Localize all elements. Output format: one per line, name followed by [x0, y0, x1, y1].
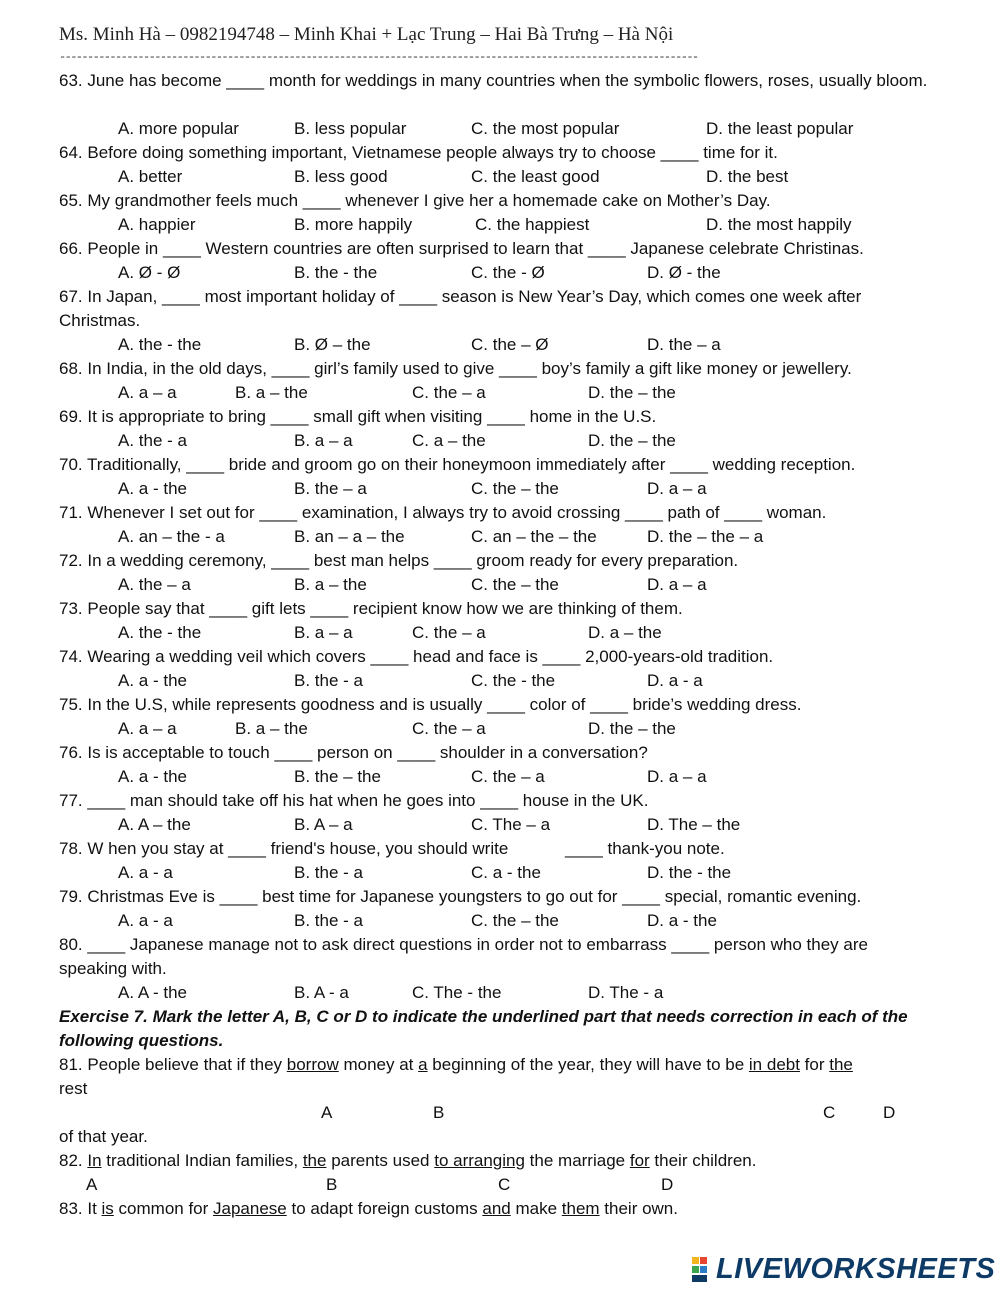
option-c[interactable]: C. the – a: [471, 767, 545, 786]
q82-text-5: their children.: [649, 1151, 757, 1170]
option-c[interactable]: C. the – the: [471, 479, 559, 498]
q81-underline-a[interactable]: borrow: [286, 1055, 339, 1074]
options-74: [0, 669, 1000, 693]
option-d[interactable]: D. The – the: [647, 815, 741, 834]
question-68: 68. In India, in the old days, ____ girl’s family used to give ____ boy’s family a gift like money or jewellery.: [59, 359, 852, 378]
options-73: [0, 621, 1000, 645]
options-66: [0, 261, 1000, 285]
liveworksheets-footer[interactable]: [692, 1253, 996, 1287]
option-a[interactable]: A. happier: [118, 215, 196, 234]
option-a[interactable]: A. the - the: [118, 623, 202, 642]
option-c[interactable]: C. The – a: [471, 815, 551, 834]
q82-underline-a[interactable]: In: [87, 1151, 102, 1170]
question-67: 67. In Japan, ____ most important holiday of ____ season is New Year’s Day, which comes one week after Christmas.: [59, 287, 862, 330]
option-b[interactable]: B. less popular: [294, 119, 407, 138]
q82-letters: [0, 1173, 1000, 1197]
question-78: 78. W hen you stay at ____ friend's house, you should write ____ thank-you note.: [59, 839, 725, 858]
option-d[interactable]: D. the – the: [588, 431, 676, 450]
options-80: [0, 981, 1000, 1005]
option-b[interactable]: B. A - a: [294, 983, 349, 1002]
option-a[interactable]: A. A – the: [118, 815, 191, 834]
option-c[interactable]: C. the – Ø: [471, 335, 549, 354]
options-69: [0, 429, 1000, 453]
option-c[interactable]: C. the - the: [471, 671, 556, 690]
q81-text-2: money at: [338, 1055, 419, 1074]
q81-text-1: 81. People believe that if they: [59, 1055, 287, 1074]
letter-b[interactable]: B: [326, 1175, 338, 1194]
question-77: 77. ____ man should take off his hat when he goes into ____ house in the UK.: [59, 791, 649, 810]
q82-text-2: traditional Indian families,: [101, 1151, 303, 1170]
option-c[interactable]: C. the - Ø: [471, 263, 545, 282]
option-a[interactable]: A. the – a: [118, 575, 191, 594]
option-c[interactable]: C. The - the: [412, 983, 502, 1002]
option-b[interactable]: B. a – a: [294, 623, 353, 642]
option-d[interactable]: D. Ø - the: [647, 263, 721, 282]
question-79: 79. Christmas Eve is ____ best time for Japanese youngsters to go out for ____ special, romantic evening.: [59, 887, 862, 906]
question-82: [59, 1149, 939, 1173]
q83-text-3: to adapt foreign customs: [286, 1199, 483, 1218]
option-b[interactable]: B. the - a: [294, 671, 363, 690]
options-76: [0, 765, 1000, 789]
option-d[interactable]: D. a - the: [647, 911, 717, 930]
question-83: [59, 1197, 939, 1221]
question-74: 74. Wearing a wedding veil which covers ____ head and face is ____ 2,000-years-old tradition.: [59, 647, 774, 666]
question-64: 64. Before doing something important, Vietnamese people always try to choose ____ time for it.: [59, 143, 778, 162]
option-c[interactable]: C. an – the – the: [471, 527, 597, 546]
option-c[interactable]: C. the – a: [412, 719, 486, 738]
option-a[interactable]: A. an – the - a: [118, 527, 225, 546]
question-69: 69. It is appropriate to bring ____ small gift when visiting ____ home in the U.S.: [59, 407, 657, 426]
option-d[interactable]: D. a – the: [588, 623, 662, 642]
option-d[interactable]: D. the - the: [647, 863, 732, 882]
option-c[interactable]: C. the – a: [412, 623, 486, 642]
q83-underline-c[interactable]: and: [482, 1199, 511, 1218]
question-65: 65. My grandmother feels much ____ whenever I give her a homemade cake on Mother’s Day.: [59, 191, 771, 210]
liveworksheets-logo-icon: [692, 1257, 716, 1283]
options-71: [0, 525, 1000, 549]
option-c[interactable]: C. a - the: [471, 863, 541, 882]
question-73: 73. People say that ____ gift lets ____ recipient know how we are thinking of them.: [59, 599, 683, 618]
option-a[interactable]: A. a - the: [118, 479, 187, 498]
option-d[interactable]: D. the – the – a: [647, 527, 764, 546]
question-63: 63. June has become ____ month for weddings in many countries when the symbolic flowers, roses, usually bloom.: [59, 71, 928, 90]
option-d[interactable]: D. the least popular: [706, 119, 854, 138]
letter-a[interactable]: A: [86, 1175, 98, 1194]
option-a[interactable]: A. a - a: [118, 863, 173, 882]
option-a[interactable]: A. better: [118, 167, 183, 186]
options-78: [0, 861, 1000, 885]
options-65: [0, 213, 1000, 237]
exercise-7-heading: Exercise 7. Mark the letter A, B, C or D to indicate the underlined part that needs correction in each of the following questions.: [59, 1007, 908, 1050]
option-b[interactable]: B. A – a: [294, 815, 353, 834]
option-c[interactable]: C. a – the: [412, 431, 486, 450]
q82-text-4: the marriage: [524, 1151, 630, 1170]
option-a[interactable]: A. a – a: [118, 719, 177, 738]
q82-underline-d[interactable]: for: [629, 1151, 650, 1170]
option-b[interactable]: B. a – the: [294, 575, 367, 594]
options-63: [0, 117, 1000, 141]
options-77: [0, 813, 1000, 837]
q83-text-5: their own.: [599, 1199, 678, 1218]
option-b[interactable]: B. Ø – the: [294, 335, 371, 354]
options-64: [0, 165, 1000, 189]
options-79: [0, 909, 1000, 933]
q81-underline-b[interactable]: a: [418, 1055, 428, 1074]
option-d[interactable]: D. a – a: [647, 479, 707, 498]
option-b[interactable]: B. the – the: [294, 767, 381, 786]
option-b[interactable]: B. an – a – the: [294, 527, 405, 546]
question-80: 80. ____ Japanese manage not to ask direct questions in order not to embarrass ____ person who they are speaking with.: [59, 935, 868, 978]
question-71: 71. Whenever I set out for ____ examination, I always try to avoid crossing ____ path of ____ woman.: [59, 503, 827, 522]
q81-text-4: for: [799, 1055, 830, 1074]
option-a[interactable]: A. a - the: [118, 671, 187, 690]
question-81: [59, 1053, 939, 1077]
option-d[interactable]: D. the – a: [647, 335, 721, 354]
q81-line-2: of that year.: [59, 1127, 148, 1146]
letter-b[interactable]: B: [433, 1103, 445, 1122]
option-b[interactable]: B. a – a: [294, 431, 353, 450]
q83-underline-d[interactable]: them: [561, 1199, 600, 1218]
q83-text-1: 83. It: [59, 1199, 102, 1218]
option-d[interactable]: D. the best: [706, 167, 789, 186]
letter-c[interactable]: C: [823, 1103, 836, 1122]
question-76: 76. Is is acceptable to touch ____ person on ____ shoulder in a conversation?: [59, 743, 648, 762]
option-b[interactable]: B. the - a: [294, 863, 363, 882]
option-a[interactable]: A. the - the: [118, 335, 202, 354]
option-b[interactable]: B. more happily: [294, 215, 413, 234]
option-c[interactable]: C. the happiest: [475, 215, 590, 234]
q82-underline-c[interactable]: to arranging: [434, 1151, 525, 1170]
letter-a[interactable]: A: [321, 1103, 333, 1122]
q83-underline-a[interactable]: is: [101, 1199, 114, 1218]
question-70: 70. Traditionally, ____ bride and groom go on their honeymoon immediately after ____ wedding reception.: [59, 455, 856, 474]
option-a[interactable]: A. the - a: [118, 431, 187, 450]
q81-underline-c[interactable]: in debt: [748, 1055, 800, 1074]
option-b[interactable]: B. less good: [294, 167, 388, 186]
question-75: 75. In the U.S, while represents goodness and is usually ____ color of ____ bride’s wedding dress.: [59, 695, 802, 714]
option-a[interactable]: A. Ø - Ø: [118, 263, 181, 282]
option-b[interactable]: B. a – the: [235, 383, 308, 402]
option-b[interactable]: B. a – the: [235, 719, 308, 738]
option-d[interactable]: D. the – the: [588, 383, 676, 402]
letter-d[interactable]: D: [661, 1175, 674, 1194]
option-a[interactable]: A. A - the: [118, 983, 187, 1002]
q82-underline-b[interactable]: the: [302, 1151, 327, 1170]
option-d[interactable]: D. a – a: [647, 575, 707, 594]
option-b[interactable]: B. the - a: [294, 911, 363, 930]
option-c[interactable]: C. the – a: [412, 383, 486, 402]
q82-text-1: 82.: [59, 1151, 88, 1170]
options-75: [0, 717, 1000, 741]
header-divider: ------------------------------------------------------------------------------------------------------------------: [59, 50, 698, 64]
option-c[interactable]: C. the – the: [471, 575, 559, 594]
q83-underline-b[interactable]: Japanese: [213, 1199, 287, 1218]
option-b[interactable]: B. the – a: [294, 479, 367, 498]
option-c[interactable]: C. the – the: [471, 911, 559, 930]
option-c[interactable]: C. the most popular: [471, 119, 620, 138]
option-a[interactable]: A. a - the: [118, 767, 187, 786]
q83-text-4: make: [510, 1199, 562, 1218]
letter-c[interactable]: C: [498, 1175, 511, 1194]
question-66: 66. People in ____ Western countries are often surprised to learn that ____ Japanese celebrate Christinas.: [59, 239, 864, 258]
header-title: Ms. Minh Hà – 0982194748 – Minh Khai + Lạc Trung – Hai Bà Trưng – Hà Nội: [59, 24, 674, 45]
q81-text-5: rest: [59, 1079, 88, 1098]
option-d[interactable]: D. the most happily: [706, 215, 852, 234]
option-d[interactable]: D. a – a: [647, 767, 707, 786]
option-d[interactable]: D. The - a: [588, 983, 664, 1002]
q81-text-3: beginning of the year, they will have to be: [427, 1055, 749, 1074]
option-c[interactable]: C. the least good: [471, 167, 600, 186]
question-72: 72. In a wedding ceremony, ____ best man helps ____ groom ready for every preparation.: [59, 551, 739, 570]
option-d[interactable]: D. the – the: [588, 719, 676, 738]
option-a[interactable]: A. a - a: [118, 911, 173, 930]
q81-underline-d[interactable]: the: [829, 1055, 853, 1074]
option-d[interactable]: D. a - a: [647, 671, 703, 690]
options-72: [0, 573, 1000, 597]
letter-d[interactable]: D: [883, 1103, 896, 1122]
liveworksheets-brand: LIVEWORKSHEETS: [716, 1253, 996, 1285]
option-a[interactable]: A. a – a: [118, 383, 177, 402]
q83-text-2: common for: [113, 1199, 214, 1218]
option-a[interactable]: A. more popular: [118, 119, 239, 138]
options-70: [0, 477, 1000, 501]
q81-letters: [0, 1101, 1000, 1125]
options-67: [0, 333, 1000, 357]
options-68: [0, 381, 1000, 405]
option-b[interactable]: B. the - the: [294, 263, 378, 282]
q82-text-3: parents used: [326, 1151, 435, 1170]
